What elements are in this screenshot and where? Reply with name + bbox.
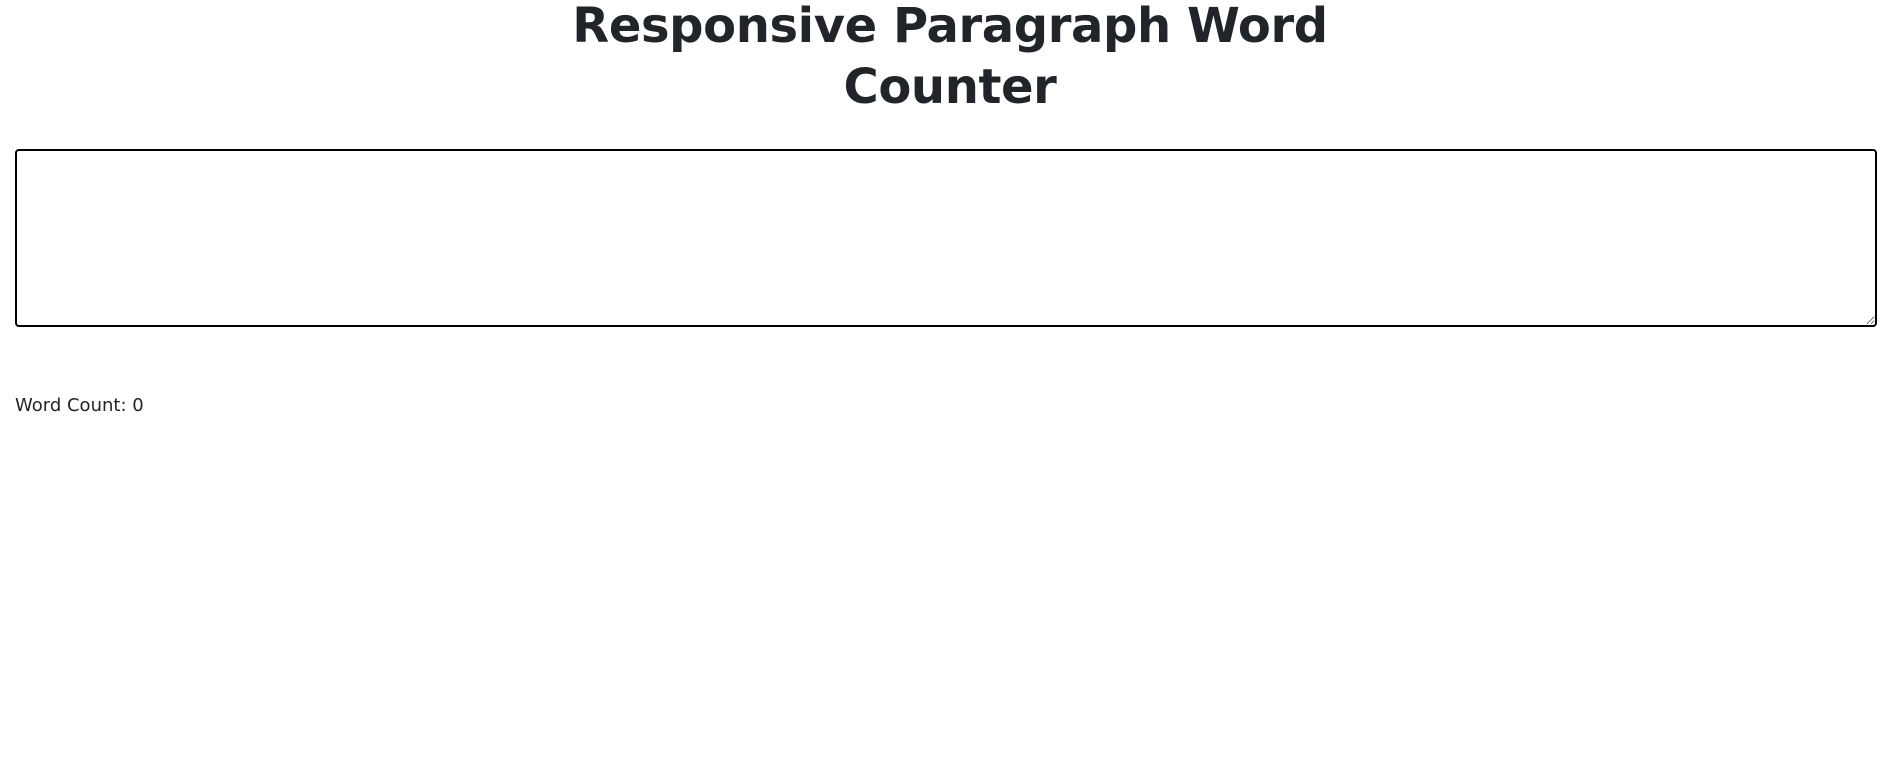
page-title (0, 0, 1893, 118)
paragraph-input[interactable] (15, 149, 1877, 327)
page-title-line-1: Responsive Paragraph Word (572, 0, 1328, 54)
page-title-line-2: Counter (843, 59, 1057, 115)
word-count-display: Word Count: 0 (15, 395, 144, 416)
